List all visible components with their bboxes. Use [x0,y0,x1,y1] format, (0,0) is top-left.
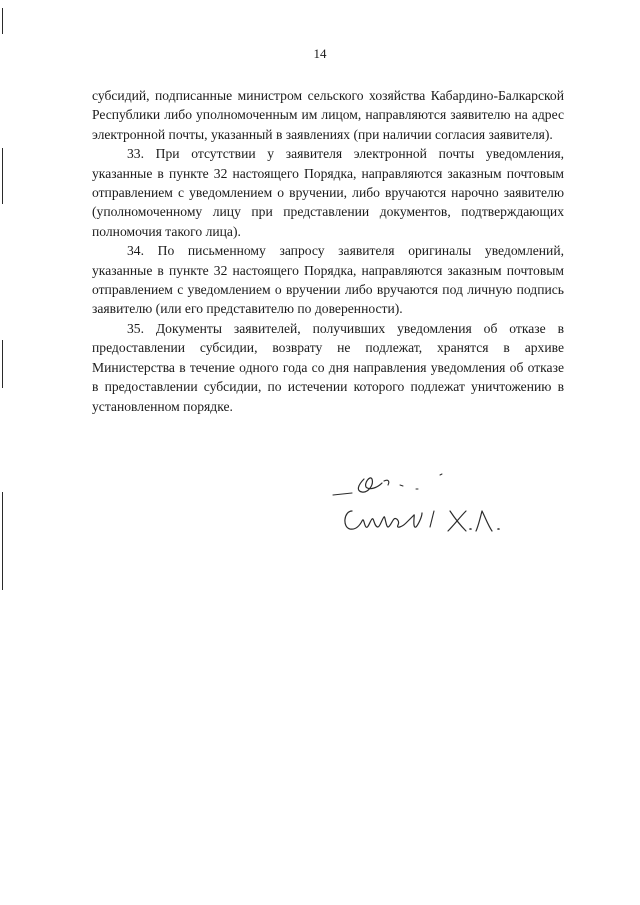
page-number: 14 [313,46,327,61]
scan-margin-mark [2,148,3,204]
scan-margin-mark [2,8,3,34]
paragraph-continuation: субсидий, подписанные министром сельского хозяйства Кабардино-Балкарской Республики либо уполномоченным им лицом, направляются заявителю на адрес электронной почты, указанный в заявлениях (при наличии согласия заявителя). [92,88,564,142]
handwritten-signature [330,455,530,545]
scan-margin-mark [2,340,3,388]
paragraph-33: 33. При отсутствии у заявителя электронной почты уведомления, указанные в пункте 32 настоящего Порядка, направляются заказным почтовым отправлением с уведомлением о вручении, либо вручаются нарочно заявителю (уполномоченному лицу при представлении документов, подтверждающих полномочия такого лица). [92,146,564,239]
paragraph-35: 35. Документы заявителей, получивших уведомления об отказе в предоставлении субсидии, возврату не подлежат, хранятся в архиве Министерства в течение одного года со дня направления уведомления об отказе в предоставлении субсидии, по истечении которого подлежат уничтожению в установленном порядке. [92,320,564,414]
document-body [92,86,564,416]
scan-margin-mark [2,492,3,590]
paragraph-34: 34. По письменному запросу заявителя оригиналы уведомлений, указанные в пункте 32 настоящего Порядка, направляются заказным почтовым отправлением с уведомлением о вручении либо вручаются под личную подпись заявителю (или его представителю по доверенности). [92,243,564,317]
